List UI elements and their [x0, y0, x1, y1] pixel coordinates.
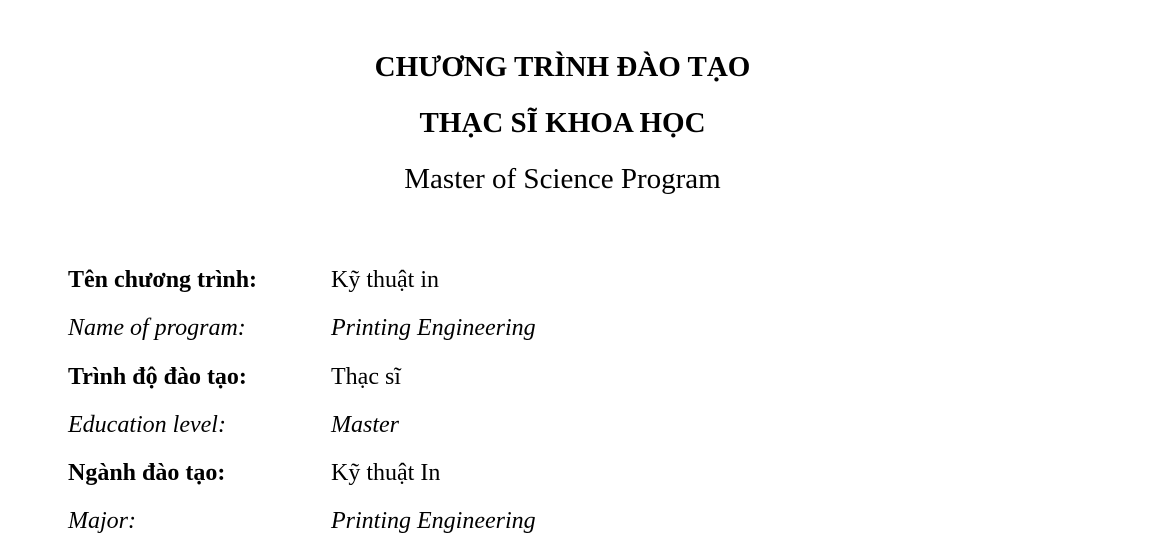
program-info-list	[68, 262, 768, 552]
info-label: Tên chương trình:	[68, 267, 258, 293]
info-value: Kỹ thuật In	[331, 460, 441, 487]
document-title-line-1: CHƯƠNG TRÌNH ĐÀO TẠO	[374, 51, 751, 83]
info-row-education-level-vi	[68, 359, 768, 407]
info-row-major-vi	[68, 455, 768, 503]
info-row-major-en	[68, 503, 768, 551]
document-title-line-2: THẠC SĨ KHOA HỌC	[419, 107, 706, 139]
info-label: Name of program:	[68, 315, 246, 342]
info-row-program-name-vi	[68, 262, 768, 310]
info-value: Printing Engineering	[331, 315, 536, 342]
info-value: Master	[331, 411, 399, 438]
info-label: Education level:	[68, 411, 226, 438]
info-row-education-level-en	[68, 407, 768, 455]
document-subtitle: Master of Science Program	[404, 163, 721, 195]
info-value: Thạc sĩ	[331, 363, 401, 390]
info-label: Trình độ đào tạo:	[68, 363, 247, 390]
info-label: Major:	[68, 508, 136, 535]
info-value: Printing Engineering	[331, 508, 536, 535]
info-row-program-name-en	[68, 310, 768, 358]
info-label: Ngành đào tạo:	[68, 460, 226, 487]
info-value: Kỹ thuật in	[331, 267, 439, 293]
